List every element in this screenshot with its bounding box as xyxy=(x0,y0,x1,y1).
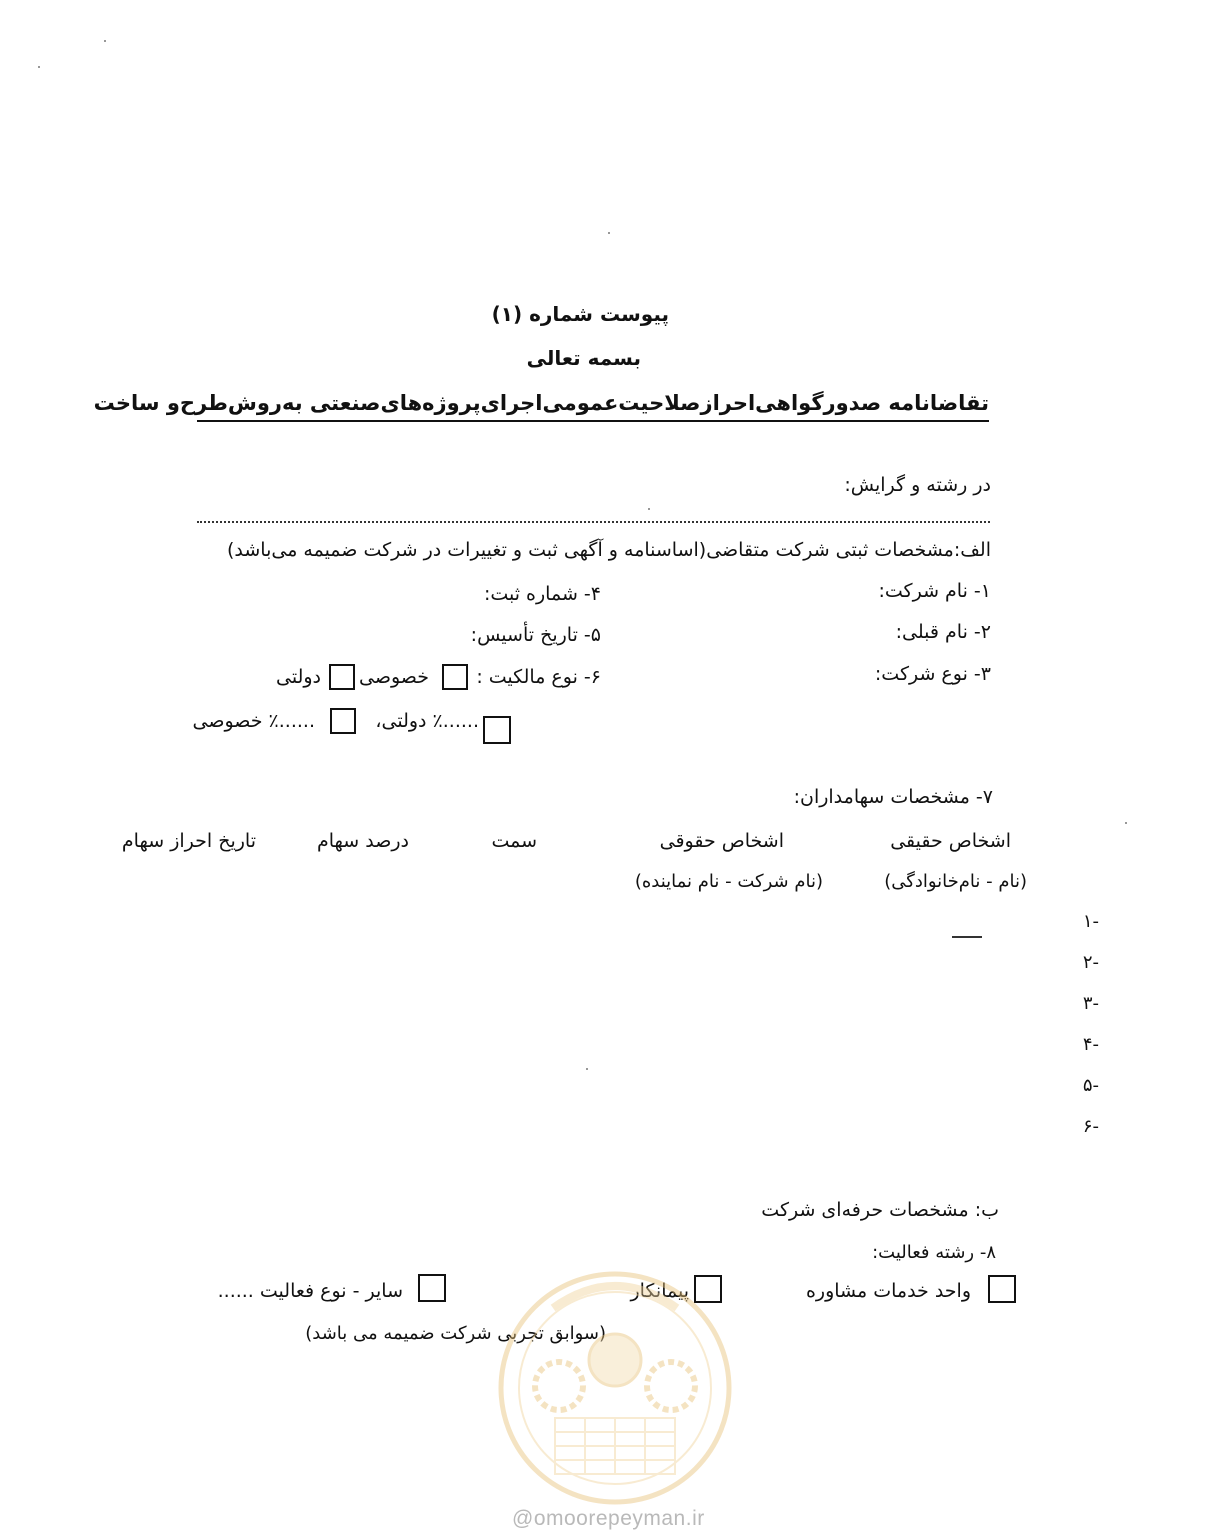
shareholders-heading: ۷- مشخصات سهامداران: xyxy=(793,786,993,808)
activity-field-label: ۸- رشته فعالیت: xyxy=(872,1242,996,1263)
scan-speck xyxy=(586,1068,588,1070)
ownership-private-label: خصوصی xyxy=(358,666,429,688)
table-row-number: -۶ xyxy=(1082,1116,1099,1137)
table-row-number: -۲ xyxy=(1082,952,1099,973)
col-legal-persons-sub: (نام شرکت - نام نماینده) xyxy=(634,871,823,892)
col-natural-persons-sub: (نام - نام‌خانوادگی) xyxy=(884,871,1027,892)
col-acquisition-date: تاریخ احراز سهام xyxy=(121,830,256,852)
row-entry-mark xyxy=(952,936,982,938)
previous-name-label: ۲- نام قبلی: xyxy=(895,621,991,643)
scan-speck xyxy=(38,66,40,68)
col-legal-persons: اشخاص حقوقی xyxy=(659,830,784,852)
ownership-private-checkbox[interactable] xyxy=(442,664,468,690)
registration-number-label: ۴- شماره ثبت: xyxy=(483,583,601,605)
mixed-private-checkbox[interactable] xyxy=(330,708,356,734)
invocation: بسمه تعالی xyxy=(526,346,641,370)
table-row-number: -۵ xyxy=(1082,1075,1099,1096)
scan-speck xyxy=(1125,822,1127,824)
col-share-percent: درصد سهام xyxy=(316,830,409,852)
field-branch-label: در رشته و گرایش: xyxy=(844,474,991,496)
watermark-url: @omoorepeyman.ir xyxy=(512,1507,705,1530)
branch-dotted-line xyxy=(197,521,990,523)
establishment-date-label: ۵- تاریخ تأسیس: xyxy=(470,624,601,646)
col-natural-persons: اشخاص حقیقی xyxy=(890,830,1011,852)
ownership-state-label: دولتی xyxy=(276,666,321,688)
company-type-label: ۳- نوع شرکت: xyxy=(874,663,991,685)
main-title: تقاضانامه صدورگواهی‌احرازصلاحیت‌عمومی‌اجرای‌پروژه‌های‌صنعتی به‌روش‌طرح‌و ساخت xyxy=(93,391,989,415)
title-underline xyxy=(197,420,989,422)
table-row-number: -۳ xyxy=(1082,993,1099,1014)
other-activity-label: سایر - نوع فعالیت ...... xyxy=(217,1280,403,1302)
contractor-label: پیمانکار xyxy=(630,1280,689,1302)
table-row-number: -۴ xyxy=(1082,1034,1099,1055)
mixed-private-percent: ......٪ خصوصی xyxy=(192,710,315,732)
scan-speck xyxy=(104,40,106,42)
mixed-state-percent: ......٪ دولتی، xyxy=(375,710,479,732)
consulting-unit-label: واحد خدمات مشاوره xyxy=(805,1280,971,1302)
company-name-label: ۱- نام شرکت: xyxy=(878,580,991,602)
experience-note: (سوابق تجربی شرکت ضمیمه می باشد) xyxy=(305,1323,606,1344)
annex-title: پیوست شماره (۱) xyxy=(491,302,669,326)
col-position: سمت xyxy=(491,830,537,852)
table-row-number: -۱ xyxy=(1082,911,1099,932)
scan-speck xyxy=(648,508,650,510)
ownership-type-label: ۶- نوع مالکیت : xyxy=(476,666,601,688)
watermark-seal xyxy=(495,1268,735,1508)
other-activity-checkbox[interactable] xyxy=(418,1274,446,1302)
contractor-checkbox[interactable] xyxy=(694,1275,722,1303)
mixed-ownership-checkbox[interactable] xyxy=(483,716,511,744)
consulting-unit-checkbox[interactable] xyxy=(988,1275,1016,1303)
ownership-state-checkbox[interactable] xyxy=(329,664,355,690)
section-a-heading: الف:مشخصات ثبتی شرکت متقاضی(اساسنامه و آگهی ثبت و تغییرات در شرکت ضمیمه می‌باشد) xyxy=(226,539,991,561)
scan-speck xyxy=(608,232,610,234)
section-b-heading: ب: مشخصات حرفه‌ای شرکت xyxy=(761,1199,999,1221)
